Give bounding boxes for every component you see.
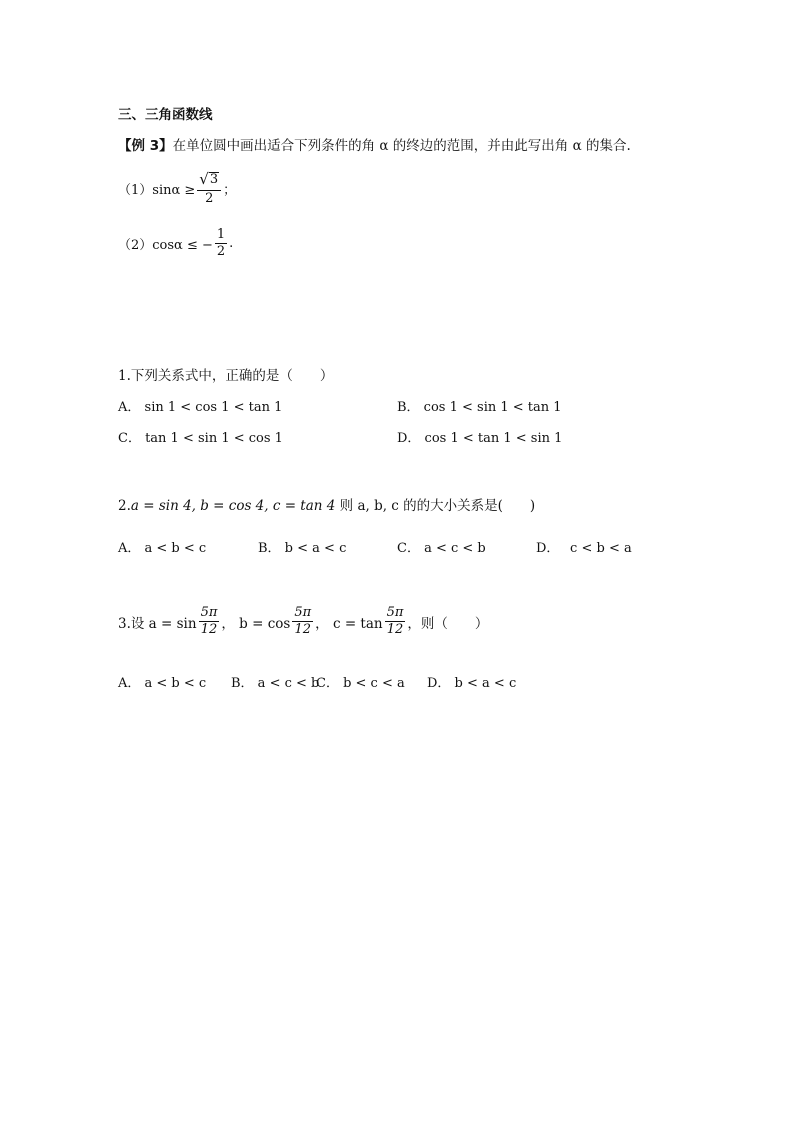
fraction-5pi-over-12-a — [199, 606, 220, 638]
part-1-prefix: （1）sinα ≥ — [118, 183, 196, 199]
question-1-option-c[interactable]: C． tan 1 < sin 1 < cos 1 — [118, 431, 283, 446]
example-3-statement — [118, 134, 631, 154]
sqrt-radicand: 3 — [209, 172, 219, 187]
question-3-option-b[interactable]: B． a < c < b — [231, 676, 320, 691]
part-2-prefix: （2）cosα ≤ − — [118, 238, 213, 254]
fraction-sqrt3-over-2 — [197, 172, 221, 206]
question-3-prefix: 3.设 a = sin — [118, 615, 197, 632]
question-2-option-b[interactable]: B． b < a < c — [258, 541, 347, 556]
question-3-mid-2: ， c = tan — [315, 615, 383, 632]
question-3-option-a[interactable]: A． a < b < c — [118, 676, 207, 691]
example-tag: 【例 3】 — [118, 138, 173, 154]
sqrt-icon: √ — [199, 170, 209, 189]
fraction-numerator: 5π — [199, 606, 220, 622]
question-1-option-a[interactable]: A． sin 1 < cos 1 < tan 1 — [118, 400, 283, 415]
fraction-numerator: 5π — [385, 606, 406, 622]
part-2-suffix: . — [229, 236, 234, 252]
question-2-tail: 则 a, b, c 的的大小关系是( ) — [335, 498, 536, 514]
fraction-numerator: 1 — [215, 228, 227, 244]
example-part-2 — [118, 228, 233, 260]
question-2-formula: a = sin 4, b = cos 4, c = tan 4 — [130, 498, 336, 514]
question-1-option-d[interactable]: D． cos 1 < tan 1 < sin 1 — [397, 431, 563, 446]
question-2-option-c[interactable]: C． a < c < b — [397, 541, 486, 556]
question-3-option-d[interactable]: D． b < a < c — [427, 676, 517, 691]
fraction-denominator: 2 — [205, 190, 214, 206]
question-2-number: 2. — [118, 498, 131, 514]
question-2-option-a[interactable]: A． a < b < c — [118, 541, 207, 556]
question-3-tail: ，则（ ） — [407, 615, 489, 632]
question-1-option-b[interactable]: B． cos 1 < sin 1 < tan 1 — [397, 400, 562, 415]
fraction-5pi-over-12-c — [385, 606, 406, 638]
fraction-denominator: 2 — [216, 244, 226, 260]
question-3-mid-1: ， b = cos — [221, 615, 291, 632]
sqrt-expression — [199, 172, 219, 187]
question-3-stem — [118, 606, 488, 638]
example-text: 在单位圆中画出适合下列条件的角 α 的终边的范围，并由此写出角 α 的集合. — [172, 138, 631, 154]
example-part-1 — [118, 172, 236, 206]
fraction-5pi-over-12-b — [292, 606, 313, 638]
question-3-option-c[interactable]: C． b < c < a — [316, 676, 405, 691]
fraction-numerator: 5π — [292, 606, 313, 622]
question-2-option-d[interactable]: D． c < b < a — [536, 541, 632, 556]
part-1-suffix: ； — [223, 183, 237, 199]
fraction-denominator: 12 — [294, 622, 312, 638]
fraction-1-over-2 — [215, 228, 227, 260]
fraction-denominator: 12 — [386, 622, 404, 638]
fraction-denominator: 12 — [200, 622, 218, 638]
section-heading: 三、三角函数线 — [118, 107, 213, 123]
question-2-stem — [118, 494, 535, 514]
question-1-stem: 1.下列关系式中，正确的是（ ） — [118, 368, 334, 384]
